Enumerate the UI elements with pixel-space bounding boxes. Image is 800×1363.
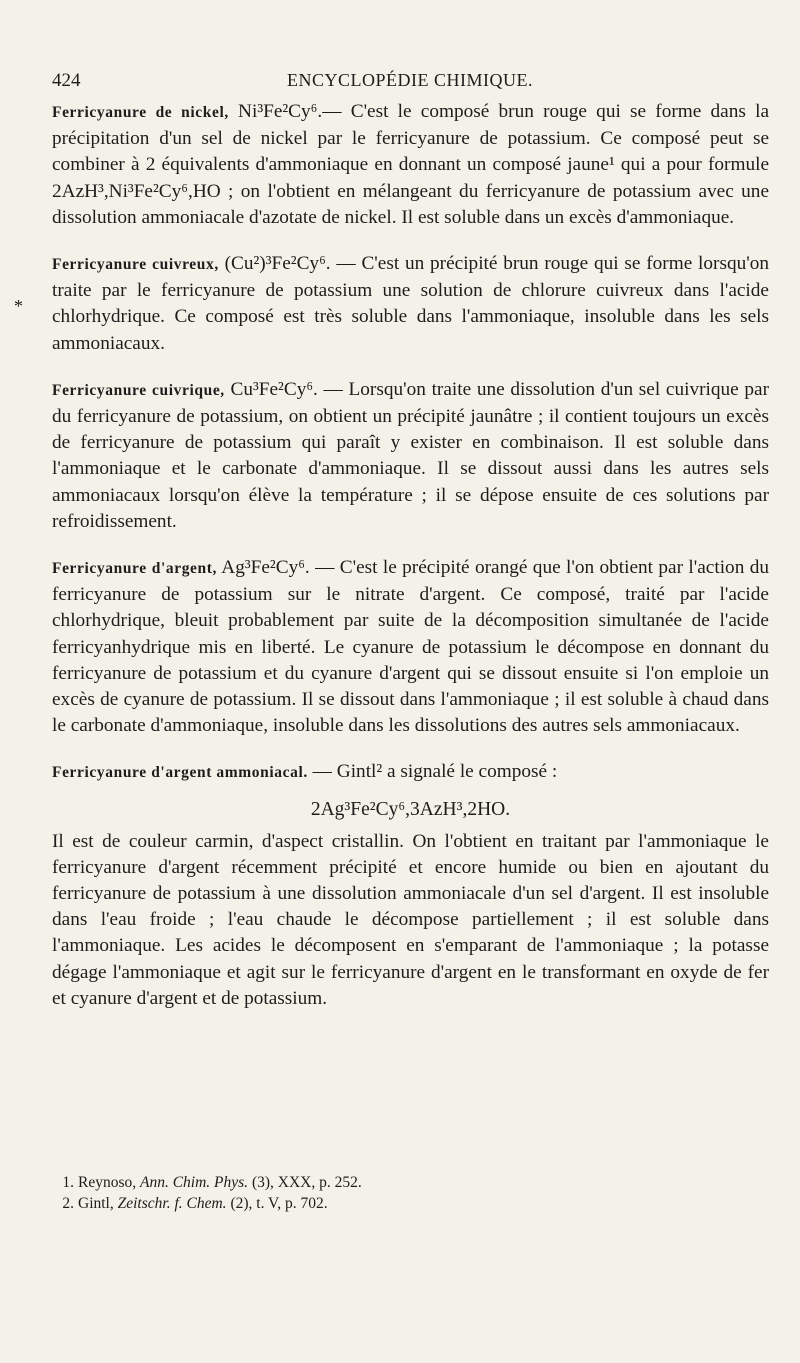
footnote-1	[52, 1172, 752, 1193]
footnote-author: Reynoso,	[78, 1174, 137, 1191]
footnote-number: 1.	[62, 1174, 74, 1191]
footnote-2	[52, 1193, 752, 1214]
entry-title: Ferricyanure d'argent,	[52, 560, 217, 578]
entry-formula: (Cu²)³Fe²Cy⁶.	[224, 253, 331, 275]
footnote-journal: Zeitschr. f. Chem.	[117, 1195, 227, 1212]
entry-title: Ferricyanure de nickel,	[52, 104, 229, 121]
entry-ferricyanure-cuivrique	[52, 377, 769, 535]
entry-formula: Ni³Fe²Cy⁶	[238, 101, 318, 122]
entry-title: Ferricyanure d'argent ammoniacal.	[52, 764, 308, 782]
body-text	[52, 99, 769, 1012]
entry-text: — Lorsqu'on traite une dissolution d'un sel cuivrique par du ferricyanure de potassium, on obtient un précipité jaunâtre ; il contient toujours un excès de ferricyanure de potassium qui paraît y exister en combinaison. Il est soluble dans l'ammoniaque et le carbonate d'ammoniaque. Il se dissout aussi dans les autres sels ammoniacaux lorsqu'on élève la température ; il se dépose ensuite de ces solutions par refroidissement.	[52, 378, 769, 532]
footnote-journal: Ann. Chim. Phys.	[140, 1174, 249, 1191]
entry-title: Ferricyanure cuivrique,	[52, 381, 225, 399]
footnotes	[52, 1172, 752, 1214]
footnote-number: 2.	[62, 1195, 74, 1212]
entry-text: — Gintl² a signalé le composé :	[307, 761, 558, 783]
centered-formula: 2Ag³Fe²Cy⁶,3AzH³,2HO.	[310, 798, 511, 820]
entry-text: — C'est un précipité brun rouge qui se forme lorsqu'on traite par le ferricyanure de potassium une solution de chlorure cuivreux dans l'acide chlorhydrique. Ce composé est très soluble dans l'ammoniaque, insoluble dans les sels ammoniacaux.	[52, 253, 770, 354]
margin-asterisk: *	[14, 296, 23, 316]
page-number: 424	[52, 70, 81, 91]
entry-ferricyanure-nickel	[52, 99, 769, 231]
entry-text: — C'est le précipité orangé que l'on obtient par l'action du ferricyanure de potassium sur le nitrate d'argent. Ce composé, traité par l'acide chlorhydrique, bleuit probablement par suite de la décomposition simultanée de l'acide ferricyanhydrique mis en liberté. Le cyanure de potassium le décompose en donnant du ferricyanure de potassium et du cyanure d'argent qui se dissout ensuite si l'on emploie un excès de cyanure de potassium. Il se dissout dans l'ammoniaque ; il est soluble à chaud dans le carbonate d'ammoniaque, insoluble dans les dissolutions des autres sels ammoniacaux.	[52, 557, 769, 737]
footnote-author: Gintl,	[78, 1195, 114, 1212]
entry-text: .— C'est le composé brun rouge qui se forme dans la précipitation d'un sel de nickel par le ferricyanure de potassium. Ce composé peut se combiner à 2 équivalents d'ammoniaque en donnant un composé jaune¹ qui a pour formule 2AzH³,Ni³Fe²Cy⁶,HO ; on l'obtient en mélangeant du ferricyanure de potassium avec une dissolution ammoniacale d'azotate de nickel. Il est soluble dans un excès d'ammoniaque.	[52, 101, 770, 228]
entry-continuation: Il est de couleur carmin, d'aspect cristallin. On l'obtient en traitant par l'ammoniaque le ferricyanure d'argent récemment précipité et encore humide ou bien en ajoutant du ferricyanure de potassium à une dissolution ammoniacale d'un sel d'argent. Il est insoluble dans l'eau froide ; l'eau chaude le décompose partiellement ; il est soluble dans l'ammoniaque. Les acides le décomposent en s'emparant de l'ammoniaque ; la potasse dégage l'ammoniaque et agit sur le ferricyanure d'argent en le transformant en oxyde de fer et cyanure d'argent et de potassium.	[52, 830, 769, 1009]
entry-formula: Ag³Fe²Cy⁶.	[221, 557, 310, 579]
entry-ferricyanure-argent-ammoniacal	[52, 759, 769, 786]
footnote-ref: (3), XXX, p. 252.	[251, 1174, 362, 1191]
page-header	[52, 70, 768, 96]
footnote-ref: (2), t. V, p. 702.	[230, 1195, 328, 1212]
running-title: ENCYCLOPÉDIE CHIMIQUE.	[287, 70, 533, 90]
entry-ferricyanure-cuivreux	[52, 251, 769, 357]
entry-ferricyanure-argent	[52, 555, 769, 739]
entry-title: Ferricyanure cuivreux,	[52, 256, 219, 274]
entry-formula: Cu³Fe²Cy⁶.	[230, 378, 318, 400]
